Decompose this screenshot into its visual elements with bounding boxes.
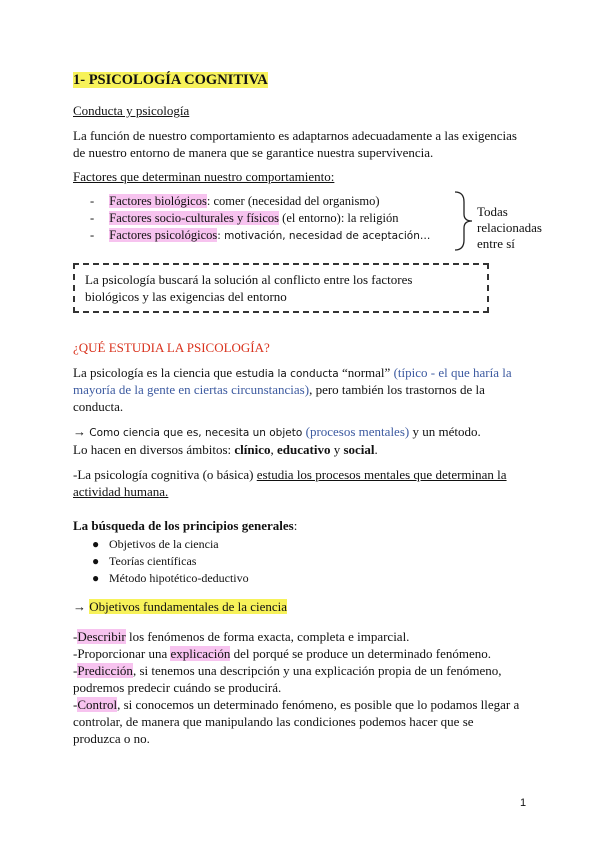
ambito-educativo: educativo [277, 442, 331, 457]
sep: . [374, 442, 378, 457]
busqueda-heading [73, 517, 297, 534]
title-text: 1- PSICOLOGÍA COGNITIVA [73, 72, 268, 88]
factores-heading: Factores que determinan nuestro comportamiento: [73, 169, 335, 184]
def-blue: (típico - el que haría la [393, 365, 512, 380]
todas-label-3: entre sí [477, 236, 515, 251]
paragraph-funcion-line1: La función de nuestro comportamiento es adaptarnos adecuadamente a las exigencias [73, 128, 517, 143]
dash: - [90, 228, 95, 242]
ambito-clinico: clínico [234, 442, 271, 457]
dash: - [73, 697, 78, 712]
bullet-icon: ● [92, 571, 100, 585]
factor-rest: (el entorno): la religión [279, 211, 399, 225]
objective-control [73, 696, 519, 713]
cognitiva-line1 [73, 466, 507, 483]
ambitos-line [73, 441, 378, 458]
colon: : [293, 518, 298, 533]
curly-brace-icon [452, 190, 476, 252]
factor-item [90, 227, 430, 245]
cognitiva-text: -La psicología cognitiva (o básica) [73, 467, 257, 482]
list-item [92, 536, 249, 553]
obj-highlight: explicación [170, 646, 231, 661]
objetivos-highlight: Objetivos fundamentales de la ciencia [89, 599, 288, 614]
como-text: y un método. [409, 424, 481, 439]
dashed-note-box [73, 263, 489, 313]
factor-item [90, 193, 380, 210]
obj-text: los fenómenos de forma exacta, completa e imparcial. [125, 629, 410, 644]
obj-text: -Proporcionar una [73, 646, 171, 661]
cognitiva-underlined: estudia los procesos mentales que determinan la [256, 467, 507, 482]
page-title [73, 72, 268, 89]
arrow-icon: → [73, 599, 90, 614]
bullet-icon: ● [92, 554, 100, 568]
objective-control-cont2: produzca o no. [73, 731, 150, 746]
note-line-1: La psicología buscará la solución al conflicto entre los factores [85, 272, 413, 287]
paragraph-funcion-line2: de nuestro entorno de manera que se garantice nuestra supervivencia. [73, 145, 434, 160]
factor-highlight: Factores socio-culturales y físicos [109, 211, 280, 225]
def-blue: mayoría de la gente en ciertas circunstancias) [73, 382, 310, 397]
sep: , [270, 442, 277, 457]
objective-control-cont1: controlar, de manera que manipulando las condiciones podemos hacer que se [73, 714, 474, 729]
obj-text: , si conocemos un determinado fenómeno, es posible que lo podamos llegar a [117, 697, 520, 712]
como-blue: (procesos mentales) [305, 424, 410, 439]
bullet-text: Objetivos de la ciencia [109, 537, 219, 551]
bullet-icon: ● [92, 537, 100, 551]
obj-highlight: Describir [77, 629, 126, 644]
objetivos-heading [73, 598, 287, 615]
objective-explicacion [73, 645, 491, 662]
arrow-icon: → [73, 424, 90, 439]
list-item [92, 570, 249, 587]
todas-label-1: Todas [477, 204, 508, 219]
objective-prediccion [73, 662, 502, 679]
obj-highlight: Control [77, 697, 118, 712]
note-line-2: biológicos y las exigencias del entorno [85, 289, 287, 304]
factor-rest: : comer (necesidad del organismo) [206, 194, 380, 208]
definition-line2 [73, 381, 485, 398]
list-item [92, 553, 249, 570]
objective-describir [73, 628, 409, 645]
dash: - [73, 629, 78, 644]
factor-item [90, 210, 398, 227]
como-ciencia-line [73, 423, 481, 442]
ambitos-text: Lo hacen en diversos ámbitos: [73, 442, 235, 457]
dash: - [90, 194, 95, 208]
como-sans: Como ciencia que es, necesita un objeto [89, 427, 306, 439]
factor-highlight: Factores biológicos [109, 194, 207, 208]
def-text: La psicología es la ciencia que [73, 365, 236, 380]
section-heading-que-estudia: ¿QUÉ ESTUDIA LA PSICOLOGÍA? [73, 340, 270, 355]
def-normal: “normal” [338, 365, 394, 380]
dash: - [90, 211, 95, 225]
ambito-social: social [343, 442, 375, 457]
cognitiva-line2: actividad humana. [73, 484, 169, 499]
obj-text: del porqué se produce un determinado fenómeno. [230, 646, 492, 661]
page-number: 1 [520, 797, 527, 809]
factor-highlight: Factores psicológicos [109, 228, 218, 242]
dash: - [73, 663, 78, 678]
def-sans: estudia la conducta [235, 368, 339, 380]
factor-rest: : motivación, necesidad de aceptación… [217, 230, 431, 242]
obj-text: , si tenemos una descripción y una explicación propia de un fenómeno, [132, 663, 502, 678]
principles-list [92, 536, 249, 587]
todas-label-2: relacionadas [477, 220, 542, 235]
def-text: , pero también los trastornos de la [309, 382, 485, 397]
section-heading-conducta: Conducta y psicología [73, 103, 190, 118]
definition-line3: conducta. [73, 399, 124, 414]
obj-highlight: Predicción [77, 663, 133, 678]
objective-prediccion-cont: podremos predecir cuándo se producirá. [73, 680, 282, 695]
sep: y [330, 442, 344, 457]
bullet-text: Teorías científicas [109, 554, 197, 568]
bullet-text: Método hipotético-deductivo [109, 571, 249, 585]
busqueda-bold: La búsqueda de los principios generales [73, 518, 294, 533]
